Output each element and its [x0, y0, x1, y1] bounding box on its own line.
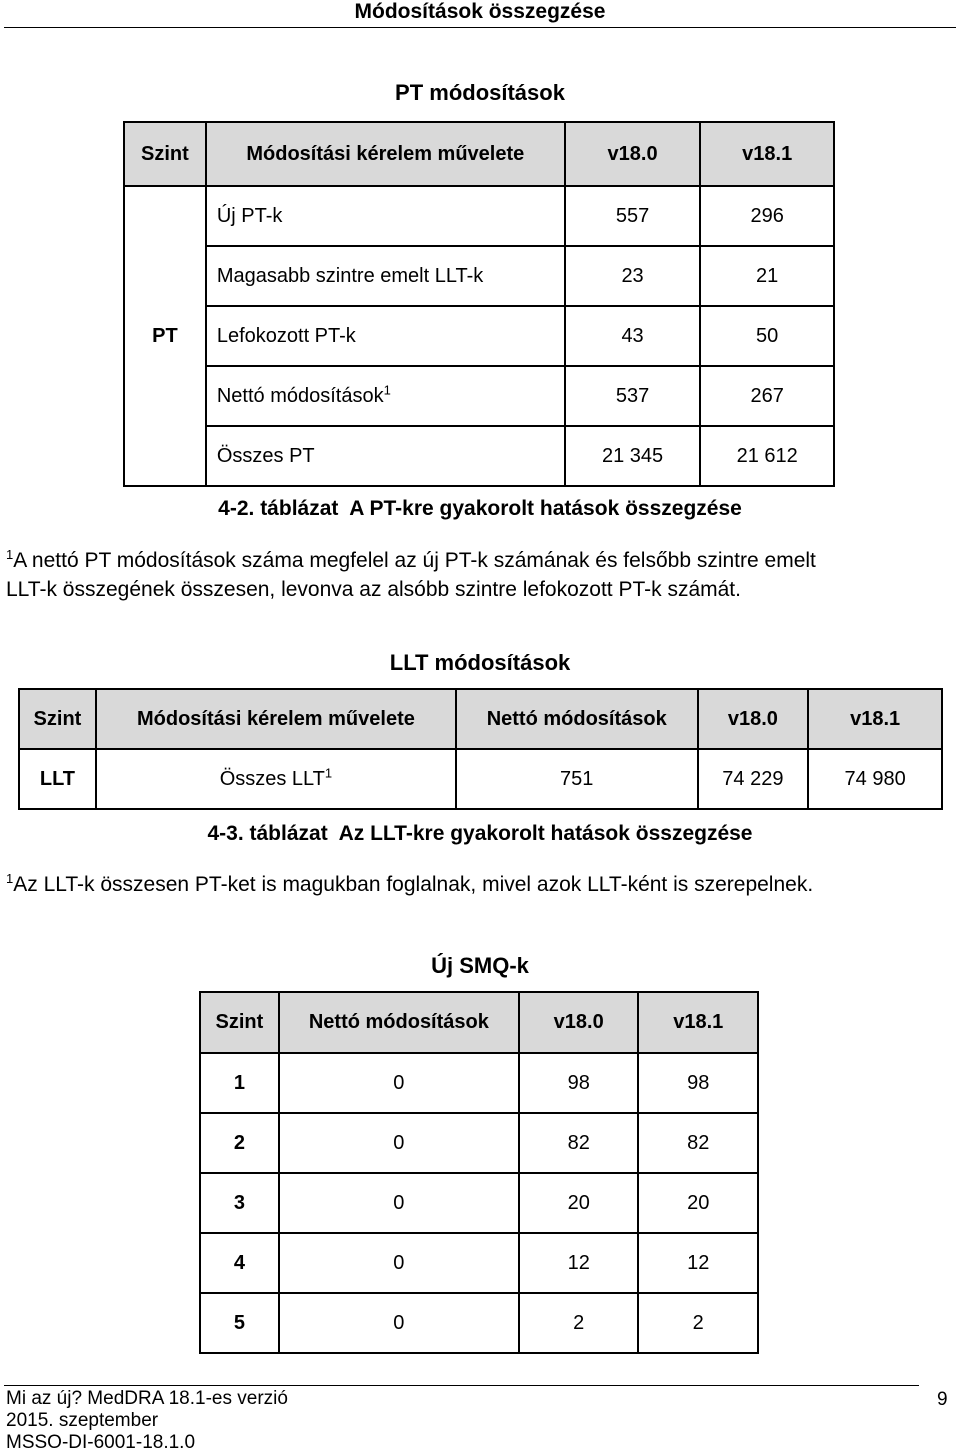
v181-cell: 2: [638, 1293, 758, 1353]
v181-cell: 82: [638, 1113, 758, 1173]
page-header-title: Módosítások összegzése: [354, 0, 606, 23]
footer-doc-id: MSSO-DI-6001-18.1.0: [6, 1432, 196, 1453]
level-cell: 5: [200, 1293, 279, 1353]
table-row: [200, 1173, 758, 1233]
pt-section-title: PT módosítások: [395, 80, 565, 105]
v181-cell: 12: [638, 1233, 758, 1293]
llt-changes-table: [18, 688, 943, 810]
column-header-v180: v18.0: [698, 689, 809, 749]
v180-cell: 12: [519, 1233, 639, 1293]
table-row: [200, 1053, 758, 1113]
column-header-action: Módosítási kérelem művelete: [96, 689, 456, 749]
v181-cell: 98: [638, 1053, 758, 1113]
net-cell: 0: [279, 1173, 519, 1233]
action-cell: Új PT-k: [206, 186, 565, 246]
pt-footnote-line1: A nettó PT módosítások száma megfelel az új PT-k számának és felsőbb szintre emelt: [13, 549, 816, 572]
v181-cell: 74 980: [808, 749, 942, 809]
v180-cell: 74 229: [698, 749, 809, 809]
action-cell: Lefokozott PT-k: [206, 306, 565, 366]
v180-cell: 98: [519, 1053, 639, 1113]
llt-footnote: [6, 870, 956, 899]
footer-doc-title: Mi az új? MedDRA 18.1-es verzió: [6, 1388, 288, 1409]
llt-table-caption: 4-3. táblázat Az LLT-kre gyakorolt hatások összegzése: [207, 822, 753, 845]
footer-divider: [4, 1385, 919, 1386]
column-header-v181: v18.1: [808, 689, 942, 749]
table-row: [200, 1233, 758, 1293]
llt-section-title: LLT módosítások: [389, 650, 571, 675]
table-row: [200, 1293, 758, 1353]
v181-cell: 20: [638, 1173, 758, 1233]
net-cell: 0: [279, 1053, 519, 1113]
net-cell: 0: [279, 1293, 519, 1353]
smq-section-title: Új SMQ-k: [431, 953, 529, 978]
v180-cell: 21 345: [565, 426, 701, 486]
table-row: [19, 749, 942, 809]
column-header-action: Módosítási kérelem művelete: [206, 122, 565, 186]
level-cell: 4: [200, 1233, 279, 1293]
v180-cell: 2: [519, 1293, 639, 1353]
action-cell: Magasabb szintre emelt LLT-k: [206, 246, 565, 306]
v181-cell: 21 612: [700, 426, 834, 486]
column-header-v180: v18.0: [519, 992, 639, 1053]
pt-table-caption: 4-2. táblázat A PT-kre gyakorolt hatások összegzése: [218, 497, 742, 520]
v181-cell: 50: [700, 306, 834, 366]
pt-changes-table: [123, 121, 835, 487]
action-cell: Nettó módosítások$^1$: [206, 366, 565, 426]
table-header-row: [200, 992, 758, 1053]
footer-date: 2015. szeptember: [6, 1410, 159, 1431]
level-cell: 3: [200, 1173, 279, 1233]
v181-cell: 296: [700, 186, 834, 246]
smq-table: [199, 991, 759, 1354]
column-header-level: Szint: [200, 992, 279, 1053]
level-cell: LLT: [19, 749, 96, 809]
net-cell: 0: [279, 1233, 519, 1293]
pt-footnote-line2: LLT-k összegének összesen, levonva az alsóbb szintre lefokozott PT-k számát.: [6, 578, 741, 601]
v180-cell: 82: [519, 1113, 639, 1173]
table-row: [124, 306, 834, 366]
llt-footnote-text: Az LLT-k összesen PT-ket is magukban foglalnak, mivel azok LLT-ként is szerepelnek.: [13, 873, 814, 896]
column-header-net: Nettó módosítások: [279, 992, 519, 1053]
column-header-net: Nettó módosítások: [456, 689, 698, 749]
table-header-row: [19, 689, 942, 749]
page-number: 9: [937, 1389, 948, 1410]
action-cell: Összes LLT$^1$: [96, 749, 456, 809]
v181-cell: 21: [700, 246, 834, 306]
table-row: [124, 426, 834, 486]
column-header-level: Szint: [19, 689, 96, 749]
column-header-v181: v18.1: [638, 992, 758, 1053]
column-header-v180: v18.0: [565, 122, 701, 186]
action-cell: Összes PT: [206, 426, 565, 486]
table-row: [200, 1113, 758, 1173]
footnote-marker: 1: [6, 547, 14, 562]
v180-cell: 557: [565, 186, 701, 246]
v181-cell: 267: [700, 366, 834, 426]
table-row: [124, 186, 834, 246]
footnote-marker: 1: [6, 871, 14, 886]
level-cell: 2: [200, 1113, 279, 1173]
net-cell: 0: [279, 1113, 519, 1173]
v180-cell: 20: [519, 1173, 639, 1233]
v180-cell: 23: [565, 246, 701, 306]
level-cell: PT: [124, 186, 206, 486]
footnote-marker: 1: [383, 381, 391, 397]
footnote-marker: 1: [324, 764, 333, 780]
table-row: [124, 246, 834, 306]
header-divider: [4, 27, 956, 28]
table-header-row: [124, 122, 834, 186]
v180-cell: 537: [565, 366, 701, 426]
v180-cell: 43: [565, 306, 701, 366]
net-cell: 751: [456, 749, 698, 809]
column-header-level: Szint: [124, 122, 206, 186]
pt-footnote: [6, 546, 956, 604]
column-header-v181: v18.1: [700, 122, 834, 186]
table-row: [124, 366, 834, 426]
level-cell: 1: [200, 1053, 279, 1113]
